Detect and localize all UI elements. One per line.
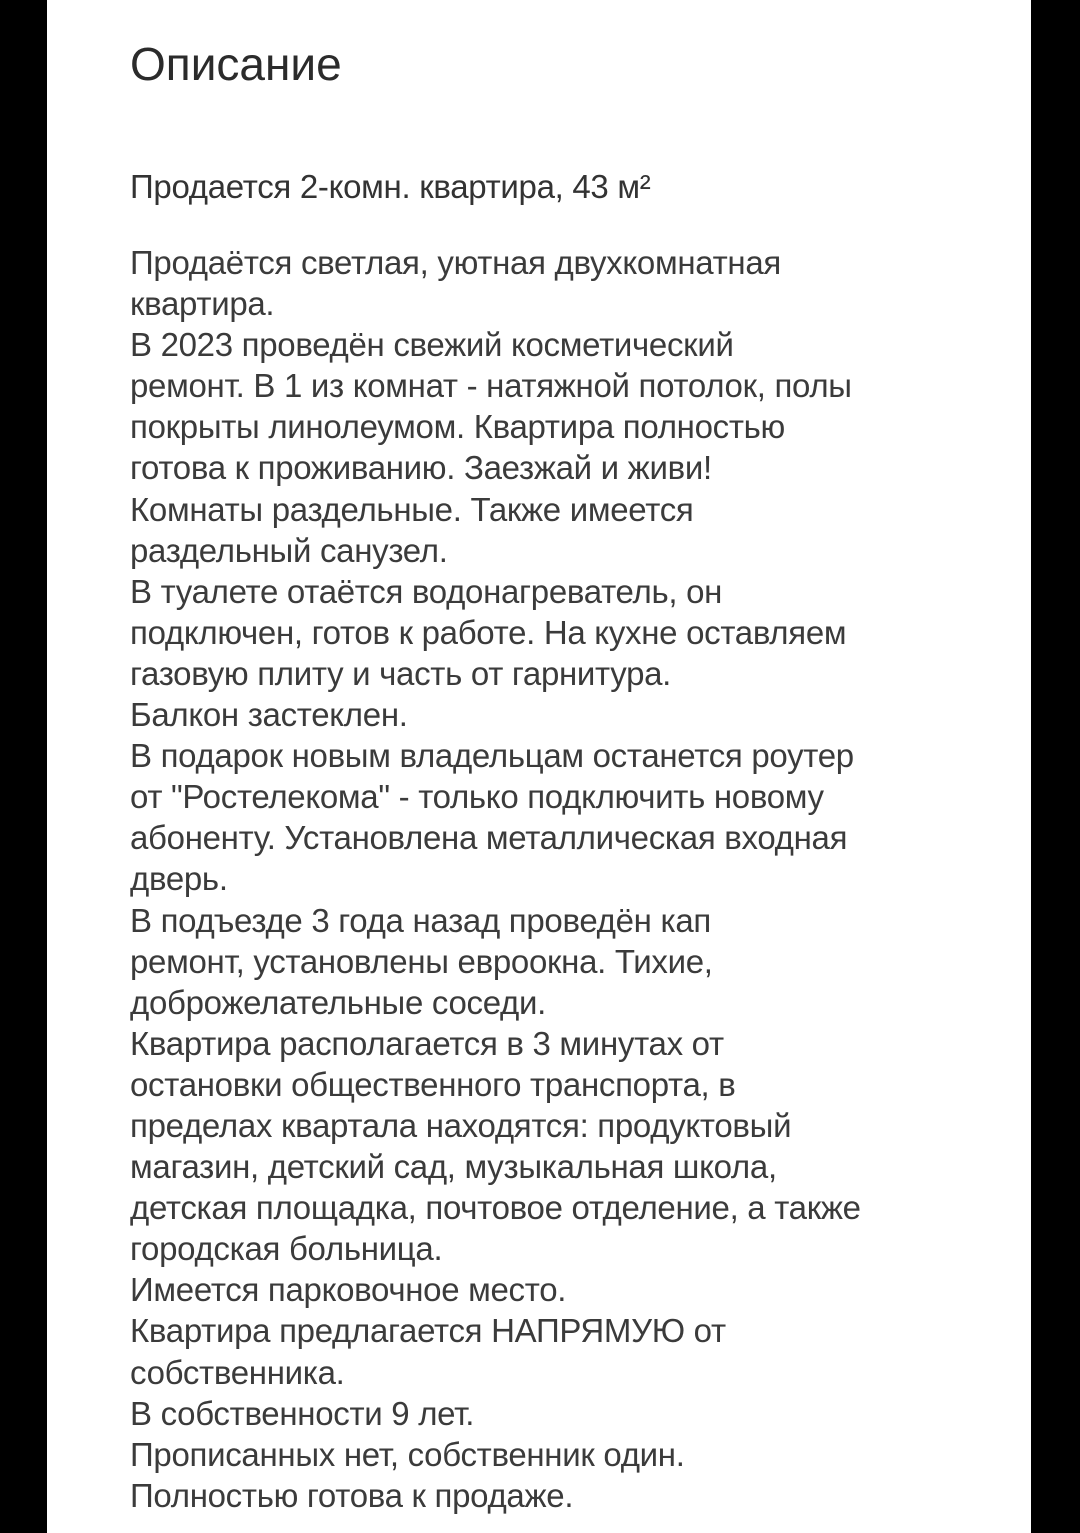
- description-line: готова к проживанию. Заезжай и живи!: [130, 449, 712, 487]
- description-line: В подъезде 3 года назад проведён кап: [130, 901, 711, 939]
- description-content: [130, 0, 990, 1516]
- description-line: В 2023 проведён свежий косметический: [130, 326, 734, 364]
- description-line: Квартира располагается в 3 минутах от: [130, 1024, 724, 1062]
- description-text: [130, 242, 990, 1516]
- description-line: квартира.: [130, 285, 275, 323]
- description-line: В подарок новым владельцам останется роутер: [130, 737, 854, 775]
- description-line: Прописанных нет, собственник один.: [130, 1435, 685, 1473]
- section-title: Описание: [130, 38, 342, 90]
- description-line: В туалете отаётся водонагреватель, он: [130, 572, 723, 610]
- description-line: ремонт, установлены евроокна. Тихие,: [130, 942, 713, 980]
- listing-title: Продается 2-комн. квартира, 43 м²: [130, 168, 651, 205]
- description-line: от "Ростелекома" - только подключить новому: [130, 778, 824, 816]
- description-line: Имеется парковочное место.: [130, 1271, 567, 1309]
- description-line: городская больница.: [130, 1230, 443, 1268]
- description-line: Полностью готова к продаже.: [130, 1476, 574, 1514]
- description-panel: [47, 0, 1031, 1533]
- description-line: Комнаты раздельные. Также имеется: [130, 490, 694, 528]
- description-line: абоненту. Установлена металлическая входная: [130, 819, 848, 857]
- description-line: Квартира предлагается НАПРЯМУЮ от: [130, 1312, 726, 1350]
- description-line: Балкон застеклен.: [130, 696, 408, 734]
- description-line: газовую плиту и часть от гарнитура.: [130, 654, 672, 692]
- description-line: пределах квартала находятся: продуктовый: [130, 1106, 792, 1144]
- description-line: раздельный санузел.: [130, 531, 448, 569]
- description-line: дверь.: [130, 860, 228, 898]
- description-line: В собственности 9 лет.: [130, 1394, 475, 1432]
- description-line: Продаётся светлая, уютная двухкомнатная: [130, 244, 781, 281]
- description-line: собственника.: [130, 1353, 345, 1391]
- description-line: остановки общественного транспорта, в: [130, 1065, 736, 1103]
- description-line: магазин, детский сад, музыкальная школа,: [130, 1148, 777, 1186]
- description-line: подключен, готов к работе. На кухне оставляем: [130, 613, 847, 651]
- description-line: ремонт. В 1 из комнат - натяжной потолок, полы: [130, 367, 852, 405]
- description-line: доброжелательные соседи.: [130, 983, 546, 1021]
- description-line: детская площадка, почтовое отделение, а также: [130, 1189, 861, 1227]
- description-line: покрыты линолеумом. Квартира полностью: [130, 408, 785, 446]
